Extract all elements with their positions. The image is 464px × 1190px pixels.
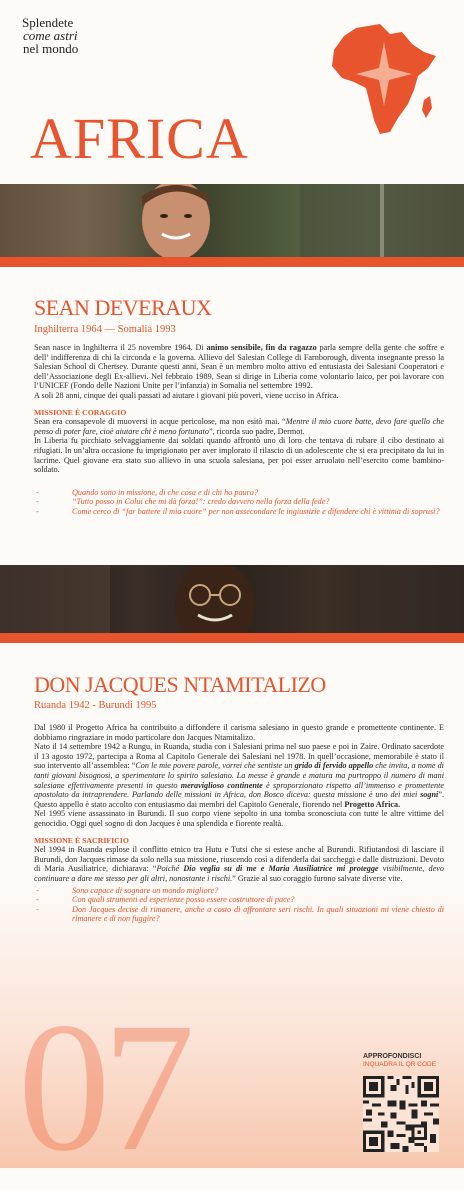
page-title: AFRICA xyxy=(30,106,249,171)
section2-heading: MISSIONE È SACRIFICIO xyxy=(34,835,129,845)
question-item: - “Tutto posso in Colui che mi dà forza!”: credo davvero nella forza della fede? xyxy=(34,497,444,507)
jacques-photo xyxy=(0,565,464,633)
tagline-line-3: nel mondo xyxy=(23,41,79,56)
orange-band xyxy=(0,633,464,643)
question-list xyxy=(34,488,444,517)
paragraph: Sean nasce in Inghilterra il 25 novembre 1964. Di animo sensibile, fin da ragazzo parla sempre della gente che soffre e dell’ indifferenza di chi la circonda e la governa. Allievo del Salesian College di Farnborough, diventa insegnante presso la Salesian School di Chertsey. Durante questi anni, Sean è un membro molto attivo ed entusiasta dei Salesiani Cooperatori e dell’Associazione degli Ex-allievi. Nel febbraio 1989, Sean si dirige in Liberia come volontario laico, per poi lavorare con l’UNICEF (Fondo delle Nazioni Unite per l’infanzia) in Somalia nel settembre 1992. xyxy=(34,343,445,391)
section1-subtitle: Inghilterra 1964 — Somalia 1993 xyxy=(34,324,176,335)
qr-code-icon[interactable] xyxy=(363,1076,439,1152)
tagline-line-2: come astri xyxy=(23,28,78,43)
sean-photo xyxy=(0,184,464,257)
section2-subtitle: Ruanda 1942 - Burundi 1995 xyxy=(34,700,157,711)
qr-caption xyxy=(363,1053,447,1068)
tagline xyxy=(22,16,78,55)
section1-title: SEAN DEVERAUX xyxy=(34,295,212,320)
orange-band xyxy=(0,257,464,267)
paragraph: Sean era consapevole di muoversi in acque pericolose, ma non esitò mai. “Mentre il mio cuore batte, devo fare quello che penso di poter fare, cioè aiutare chi è meno fortunato”, ricorda suo padre, Dermot. xyxy=(34,417,445,436)
paragraph: Nato il 14 settembre 1942 a Rungu, in Ruanda, studia con i Salesiani prima nel suo paese e poi in Zaire. Ordinato sacerdote il 13 agosto 1972, partecipa a Roma al Capitolo Generale dei Salesiani nel 1978. In quell’occasione, memorabile è stato il suo intervento all’assemblea: “Con le mie povere parole, vorrei che sentiste un grido di fervido appello che invita, a nome di tanti giovani bisognosi, a sperimentare lo spirito salesiano. La messe è grande e matura ma purtroppo il numero di mani salesiane effettivamente presenti in questo meraviglioso continente è sproporzionato rispetto all’immenso e promettente apostolato da intraprendere. Parlando delle missioni in Africa, don Bosco diceva: questa missione è uno dei miei sogni”. Questo appello è stato accolto con entusiasmo dai membri del Capitolo Generale, fiorendo nel Progetto Africa. xyxy=(34,742,444,809)
section1-body xyxy=(34,343,444,517)
section2-body xyxy=(34,723,444,924)
question-item: - Don Jacques decise di rimanere, anche a costo di affrontare seri rischi. In quali situazioni mi viene chiesto di rimanere e di non fuggire? xyxy=(34,905,444,924)
paragraph: A soli 28 anni, cinque dei quali passati ad aiutare i giovani più poveri, viene ucciso in Africa. xyxy=(34,390,339,400)
header xyxy=(0,0,464,180)
question-list xyxy=(34,886,444,924)
question-item: - Come cerco di “far battere il mio cuore” per non assecondare le ingiustizie e difendere chi è vittima di soprusi? xyxy=(34,507,444,517)
paragraph: In Liberia fu picchiato selvaggiamente dai soldati quando affrontò uno di loro che tentava di rubare il cibo destinato ai rifugiati. In un’altra occasione fu imprigionato per aver implorato il rilascio di un adolescente che si era precipitato da lui in lacrime. Quel giovane era stato suo allievo in una scuola salesiana, per poi esser arruolato nell’esercito come bambino-soldato. xyxy=(34,436,444,475)
section1-heading: MISSIONE È CORAGGIO xyxy=(34,407,127,417)
tagline-line-1: Splendete xyxy=(22,15,74,30)
qr-title: APPROFONDISCI xyxy=(363,1053,422,1060)
paragraph: Nel 1994 in Ruanda esplose il conflitto etnico tra Hutu e Tutsi che si estese anche al Burundi. Rifiutandosi di lasciare il Burundi, don Jacques rimase da solo nella sua missione, riuscendo così a difenderla dai saccheggi e dalle distruzioni. Devoto di Maria Ausiliatrice, dichiarava: “Poiché Dio veglia su di me e Maria Ausiliatrice mi protegge visibilmente, devo continuare a dare me stesso per gli altri, nonostante i rischi.” Grazie al suo coraggio furono salvate diverse vite. xyxy=(34,845,444,883)
question-item: - Quando sono in missione, di che cosa e di chi ho paura? xyxy=(34,488,444,498)
question-item: - Sono capace di sognare un mondo migliore? xyxy=(34,886,444,896)
section2-title: DON JACQUES NTAMITALIZO xyxy=(34,672,326,697)
paragraph: Dal 1980 il Progetto Africa ha contribuito a diffondere il carisma salesiano in questo grande e promettente continente. E dobbiamo ringraziare in modo particolare don Jacques Ntamitalizo. xyxy=(34,723,444,742)
paragraph: Nel 1995 viene assassinato in Burundi. Il suo corpo viene sepolto in una tomba sconosciuta con tutte le altre vittime del genocidio. Oggi quel sogno di don Jacques è una splendida e fiorente realtà. xyxy=(34,809,444,828)
question-item: - Con quali strumenti ed esperienze posso essere costruttore di pace? xyxy=(34,895,444,905)
africa-map-icon xyxy=(328,22,440,138)
qr-subtitle: INQUADRA IL QR CODE xyxy=(363,1061,437,1068)
panel-number: 07 xyxy=(18,985,187,1190)
